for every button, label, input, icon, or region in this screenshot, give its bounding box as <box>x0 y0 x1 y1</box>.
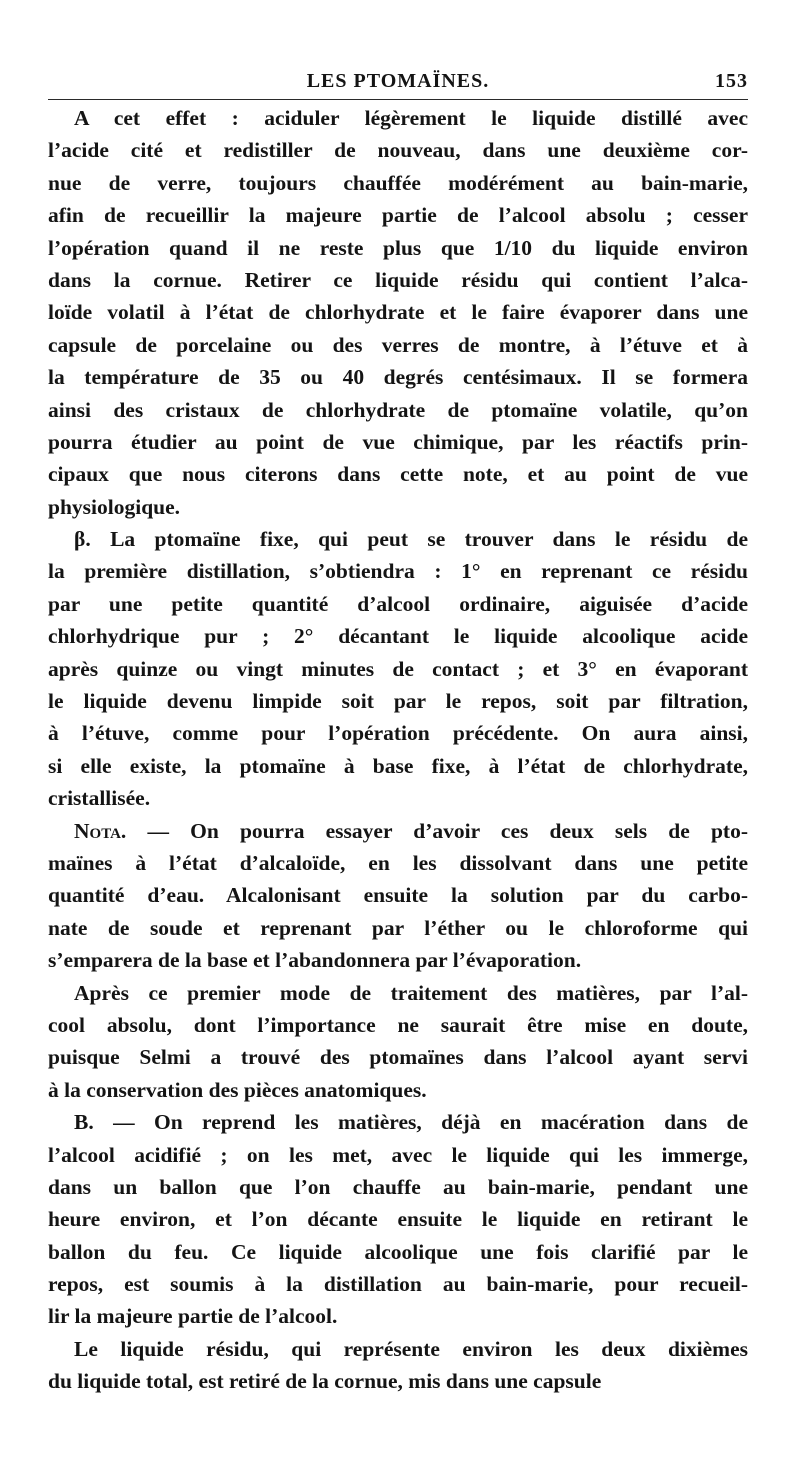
text-line: le liquide devenu limpide soit par le repos, soit par filtration, <box>48 689 748 714</box>
body-text <box>48 102 748 1398</box>
text-line: cipaux que nous citerons dans cette note, et au point de vue <box>48 462 748 487</box>
paragraph-p1 <box>48 102 748 523</box>
running-head <box>48 70 748 98</box>
text-line: pourra étudier au point de vue chimique, par les réactifs prin- <box>48 429 748 454</box>
text-line: maïnes à l’état d’alcaloïde, en les dissolvant dans une petite <box>48 850 748 875</box>
page-number: 153 <box>715 70 748 92</box>
text-line: du liquide total, est retiré de la cornue, mis dans une capsule <box>48 1369 602 1394</box>
text-line: la première distillation, s’obtiendra : 1° en reprenant ce résidu <box>48 559 748 584</box>
text-line: l’acide cité et redistiller de nouveau, dans une deuxième cor- <box>48 138 748 163</box>
text-line <box>48 815 748 847</box>
paragraph-p6 <box>48 1333 748 1398</box>
text-line: s’emparera de la base et l’abandonnera par l’évaporation. <box>48 948 582 973</box>
running-title: LES PTOMAÏNES. <box>306 70 490 92</box>
text-line: chlorhydrique pur ; 2° décantant le liquide alcoolique acide <box>48 624 748 649</box>
text-line: ainsi des cristaux de chlorhydrate de ptomaïne volatile, qu’on <box>48 397 748 422</box>
paragraph-p5 <box>48 1106 748 1333</box>
text-line: quantité d’eau. Alcalonisant ensuite la solution par du carbo- <box>48 883 748 908</box>
text-line: à la conservation des pièces anatomiques. <box>48 1077 427 1102</box>
text-line: cool absolu, dont l’importance ne saurait être mise en doute, <box>48 1012 748 1037</box>
text-line: nue de verre, toujours chauffée modérément au bain-marie, <box>48 170 748 195</box>
text-line: B. — On reprend les matières, déjà en macération dans de <box>74 1110 748 1135</box>
text-line-content: — On pourra essayer d’avoir ces deux sels de pto- <box>126 818 748 843</box>
text-line: cristallisée. <box>48 786 151 811</box>
text-line: A cet effet : aciduler légèrement le liquide distillé avec <box>74 106 748 130</box>
text-line: afin de recueillir la majeure partie de l’alcool absolu ; cesser <box>48 203 748 228</box>
text-line: capsule de porcelaine ou des verres de montre, à l’étuve et à <box>48 332 748 357</box>
text-line: Après ce premier mode de traitement des matières, par l’al- <box>74 980 748 1005</box>
text-line: β. La ptomaïne fixe, qui peut se trouver dans le résidu de <box>74 527 748 552</box>
text-line: loïde volatil à l’état de chlorhydrate et le faire évaporer dans une <box>48 300 748 325</box>
text-line: nate de soude et reprenant par l’éther ou le chloroforme qui <box>48 915 748 940</box>
paragraph-p2 <box>48 523 748 815</box>
text-line: à l’étuve, comme pour l’opération précédente. On aura ainsi, <box>48 721 748 746</box>
text-line: heure environ, et l’on décante ensuite le liquide en retirant le <box>48 1207 748 1232</box>
text-line: ballon du feu. Ce liquide alcoolique une fois clarifié par le <box>48 1239 748 1264</box>
header-rule <box>48 99 748 100</box>
text-line: après quinze ou vingt minutes de contact ; et 3° en évaporant <box>48 656 748 681</box>
text-line: puisque Selmi a trouvé des ptomaïnes dans l’alcool ayant servi <box>48 1045 748 1070</box>
text-line: physiologique. <box>48 494 181 519</box>
text-line: lir la majeure partie de l’alcool. <box>48 1304 338 1329</box>
paragraph-p3 <box>48 815 748 977</box>
text-line: la température de 35 ou 40 degrés centésimaux. Il se formera <box>48 365 748 390</box>
text-line: dans la cornue. Retirer ce liquide résidu qui contient l’alca- <box>48 267 748 292</box>
text-line: repos, est soumis à la distillation au bain-marie, pour recueil- <box>48 1272 748 1297</box>
text-line: Le liquide résidu, qui représente environ les deux dixièmes <box>74 1336 748 1361</box>
note-label: Nota. <box>74 818 127 843</box>
text-line: par une petite quantité d’alcool ordinaire, aiguisée d’acide <box>48 591 748 616</box>
text-line: si elle existe, la ptomaïne à base fixe, à l’état de chlorhydrate, <box>48 753 748 778</box>
text-line: l’alcool acidifié ; on les met, avec le liquide qui les immerge, <box>48 1142 748 1167</box>
paragraph-p4 <box>48 977 748 1107</box>
text-line: dans un ballon que l’on chauffe au bain-marie, pendant une <box>48 1174 748 1199</box>
text-line: l’opération quand il ne reste plus que 1/10 du liquide environ <box>48 235 748 260</box>
